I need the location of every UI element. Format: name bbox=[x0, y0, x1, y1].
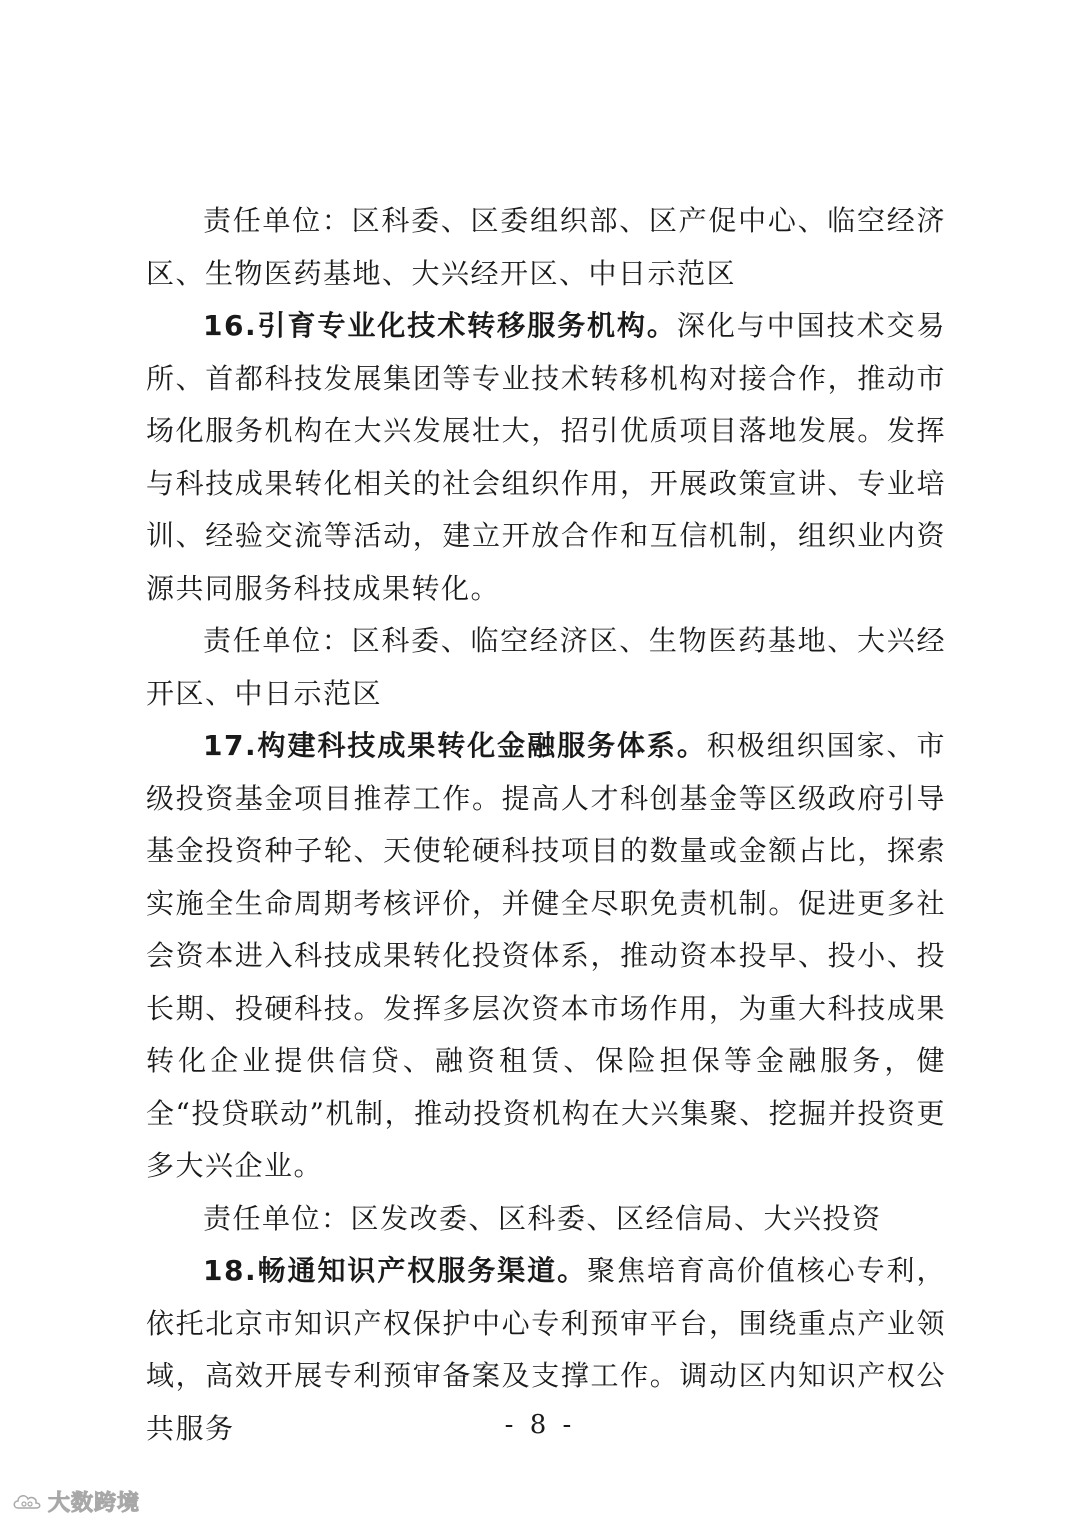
cloud-logo-icon bbox=[12, 1491, 42, 1513]
paragraph-item-17 bbox=[146, 720, 946, 1193]
item-16-heading: 16.引育专业化技术转移服务机构。 bbox=[203, 309, 677, 342]
item-18-text: 聚焦培育高价值核心专利，依托北京市知识产权保护中心专利预审平台，围绕重点产业领域，高效开展专利预审备案及支撑工作。调动区内知识产权公共服务 bbox=[146, 1254, 946, 1445]
item-16-text: 深化与中国技术交易所、首都科技发展集团等专业技术转移机构对接合作，推动市场化服务机构在大兴发展壮大，招引优质项目落地发展。发挥与科技成果转化相关的社会组织作用，开展政策宣讲、专业培训、经验交流等活动，建立开放合作和互信机制，组织业内资源共同服务科技成果转化。 bbox=[146, 309, 946, 605]
paragraph-text: 责任单位：区科委、区委组织部、区产促中心、临空经济区、生物医药基地、大兴经开区、中日示范区 bbox=[146, 204, 946, 290]
paragraph-responsible-units-2 bbox=[146, 615, 946, 720]
paragraph-responsible-units-3 bbox=[146, 1193, 946, 1246]
item-18-heading: 18.畅通知识产权服务渠道。 bbox=[203, 1254, 588, 1287]
item-17-heading: 17.构建科技成果转化金融服务体系。 bbox=[203, 729, 707, 762]
paragraph-responsible-units-1 bbox=[146, 195, 946, 300]
paragraph-item-16 bbox=[146, 300, 946, 615]
paragraph-text: 责任单位：区科委、临空经济区、生物医药基地、大兴经开区、中日示范区 bbox=[146, 624, 946, 710]
watermark-text: 大数跨境 bbox=[48, 1491, 141, 1516]
watermark bbox=[12, 1486, 140, 1517]
page-number: - 8 - bbox=[504, 1410, 576, 1440]
paragraph-text: 责任单位：区发改委、区科委、区经信局、大兴投资 bbox=[203, 1201, 882, 1235]
document-body bbox=[146, 195, 946, 1455]
item-17-text: 积极组织国家、市级投资基金项目推荐工作。提高人才科创基金等区级政府引导基金投资种子轮、天使轮硬科技项目的数量或金额占比，探索实施全生命周期考核评价，并健全尽职免责机制。促进更多社会资本进入科技成果转化投资体系，推动资本投早、投小、投长期、投硬科技。发挥多层次资本市场作用，为重大科技成果转化企业提供信贷、融资租赁、保险担保等金融服务，健全“投贷联动”机制，推动投资机构在大兴集聚、挖掘并投资更多大兴企业。 bbox=[146, 729, 946, 1182]
